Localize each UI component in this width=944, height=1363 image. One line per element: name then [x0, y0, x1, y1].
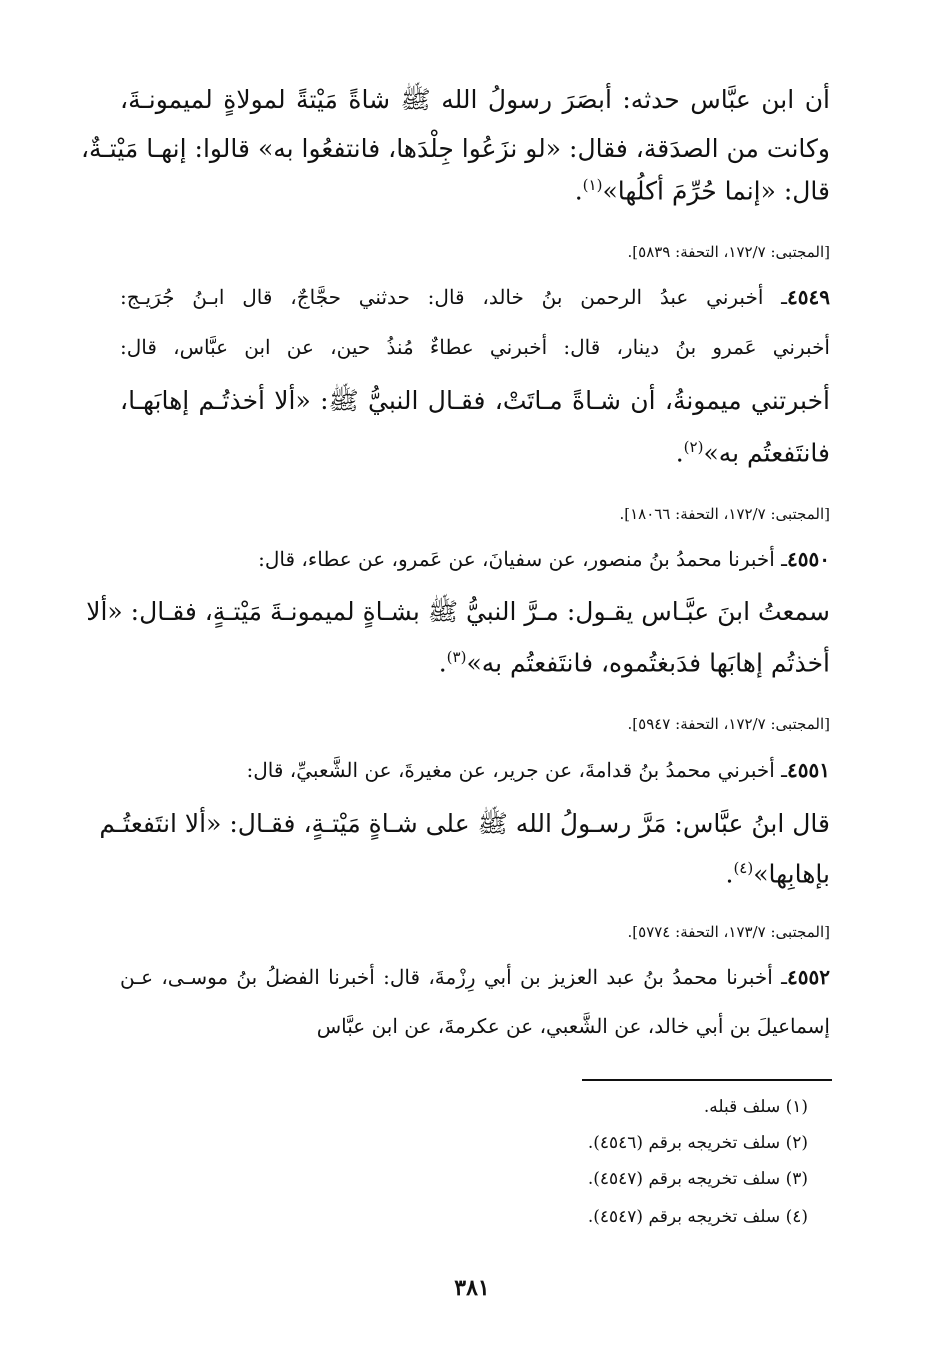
hadith-text-line: سمعتُ ابنَ عبَّـاس يقـول: مـرَّ النبيُّ ﷺ بشـاةٍ لميمونـةَ مَيْتـةٍ، فقـال: «ألا	[86, 597, 830, 626]
reference-citation: [المجتبى: ١٧٢/٧، التحفة: ٥٨٣٩].	[627, 243, 830, 261]
reference-citation: [المجتبى: ١٧٣/٧، التحفة: ٥٧٧٤].	[627, 923, 830, 941]
hadith-chain-line: ٤٥٤٩ـ أخبرني عبدُ الرحمن بنُ خالد، قال: حدثني حجَّاجٌ، قال ابـنُ جُرَيـج:	[120, 285, 830, 309]
footnote-marker: (١)	[582, 176, 603, 194]
hadith-chain-line: ٤٥٥١ـ أخبرني محمدُ بنُ قدامةَ، عن جرير، عن مغيرةَ، عن الشَّعبيِّ، قال:	[246, 758, 830, 782]
hadith-text-line: أخذتُم إهابَها فدَبغتُموه، فانتَفعتُم به»$^{(٣)}$.	[438, 648, 830, 678]
hadith-text-line: فانتَفعتُم به»$^{(٢)}$.	[675, 438, 830, 468]
hadith-text-line: قال ابنُ عبَّاس: مَرَّ رسـولُ الله ﷺ على شـاةٍ مَيْتـةٍ، فقـال: «ألا انتَفعتُـم	[99, 809, 830, 838]
hadith-text-line: بإهابِها»$^{(٤)}$.	[725, 859, 830, 889]
footnote: (١) سلف قبله.	[703, 1097, 808, 1117]
hadith-chain-line: ٤٥٥٠ـ أخبرنا محمدُ بنُ منصور، عن سفيانَ، عن عَمرو، عن عطاء، قال:	[258, 547, 830, 571]
footnote-marker: (٢)	[683, 438, 704, 456]
hadith-number: ٤٥٤٩	[787, 285, 830, 309]
hadith-text-line: أخبرتني ميمونةُ، أن شـاةً مـاتَتْ، فقـال النبيُّ ﷺ: «ألا أخذتُـم إهابَهـا،	[120, 386, 830, 415]
hadith-number: ٤٥٥٢	[787, 965, 830, 989]
text-line: قال: «إنما حُرِّمَ أكلُها»$^{(١)}$.	[574, 176, 830, 206]
footnote: (٣) سلف تخريجه برقم (٤٥٤٧).	[587, 1169, 808, 1189]
page-number: ٣٨١	[454, 1275, 490, 1301]
footnote-divider	[582, 1079, 832, 1081]
reference-citation: [المجتبى: ١٧٢/٧، التحفة: ٥٩٤٧].	[627, 715, 830, 733]
text-line: أن ابن عبَّاس حدثه: أبصَرَ رسولُ الله ﷺ شاةً مَيْتةً لمولاةٍ لميمونـةَ،	[120, 85, 830, 114]
hadith-number: ٤٥٥٠	[787, 547, 830, 571]
reference-citation: [المجتبى: ١٧٢/٧، التحفة: ١٨٠٦٦].	[619, 505, 830, 523]
hadith-chain-line: إسماعيلَ بن أبي خالد، عن الشَّعبي، عن عكرمةَ، عن ابن عبَّاس	[316, 1014, 830, 1038]
hadith-number: ٤٥٥١	[787, 758, 830, 782]
hadith-chain-line: أخبرني عَمرو بنُ دينار، قال: أخبرني عطاءٌ مُنذُ حين، عن ابن عبَّاس، قال:	[120, 335, 830, 359]
footnote-marker: (٤)	[733, 859, 754, 877]
hadith-chain-line: ٤٥٥٢ـ أخبرنا محمدُ بنُ عبد العزيز بن أبي رِزْمةَ، قال: أخبرنا الفضلُ بنُ موسـى، عـن	[120, 965, 830, 989]
text-line: وكانت من الصدَقة، فقال: «لو نزَعُوا جِلْدَها، فانتفعُوا به» قالوا: إنهـا مَيْتـةٌ،	[80, 134, 830, 163]
footnote-marker: (٣)	[446, 648, 467, 666]
footnote: (٢) سلف تخريجه برقم (٤٥٤٦).	[587, 1133, 808, 1153]
footnote: (٤) سلف تخريجه برقم (٤٥٤٧).	[587, 1207, 808, 1227]
